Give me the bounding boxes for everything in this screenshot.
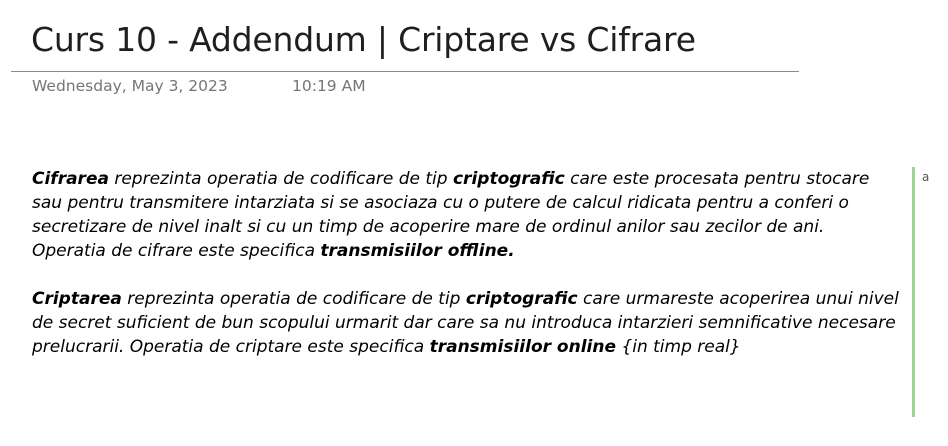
page-time: 10:19 AM: [292, 77, 366, 95]
term-criptarea: Criptarea: [32, 289, 122, 309]
note-content[interactable]: [32, 167, 902, 359]
paragraph-author-bar: [912, 167, 915, 417]
paragraph-cifrare[interactable]: [32, 167, 902, 263]
author-mark: a: [922, 170, 930, 184]
bold-transmisiilor-offline: transmisiilor offline.: [320, 241, 515, 261]
term-cifrarea: Cifrarea: [32, 169, 109, 189]
bold-transmisiilor-online: transmisiilor online: [429, 337, 616, 357]
page-date: Wednesday, May 3, 2023: [32, 77, 228, 95]
page-title[interactable]: Curs 10 - Addendum | Criptare vs Cifrare: [31, 20, 696, 59]
bold-criptografic: criptografic: [465, 289, 578, 309]
paragraph-criptare[interactable]: [32, 287, 902, 359]
paragraph-text: care urmareste acoperirea unui nivel de secret suficient de bun scopului urmarit dar care sa nu introduca intarzieri semnificative necesare prelucrarii. Operatia de criptare este specifica: [32, 289, 899, 357]
paragraph-text: care este procesata pentru stocare sau pentru transmitere intarziata si se asociaza cu o putere de calcul ridicata pentru a conferi o secretizare de nivel inalt si cu un timp de acoperire mare de ordinul anilor sau zecilor de ani. Operatia de cifrare este specifica: [32, 169, 870, 261]
title-divider: [11, 71, 799, 72]
paragraph-text: reprezinta operatia de codificare de tip: [121, 289, 466, 309]
paragraph-text: {in timp real}: [616, 337, 741, 357]
bold-criptografic: criptografic: [452, 169, 565, 189]
paragraph-text: reprezinta operatia de codificare de tip: [108, 169, 453, 189]
